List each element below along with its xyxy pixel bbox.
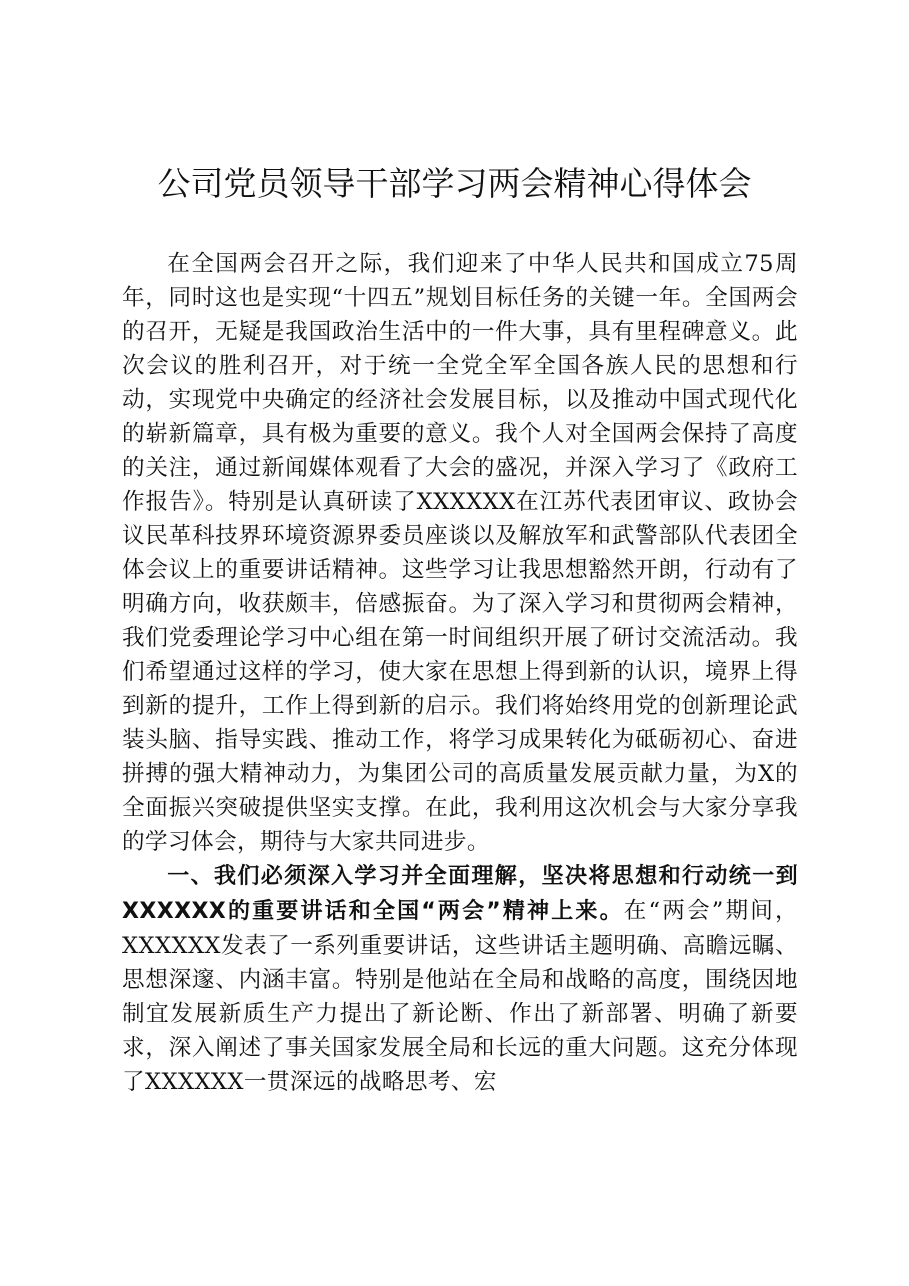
section-1-heading: 一、我们必须深入学习并全面理解，坚决将思想和行动统一到XXXXXX的重要讲话和全国“两会”精神上来。: [122, 864, 798, 924]
section-1-paragraph: [122, 859, 798, 1099]
document-body: [122, 247, 798, 1099]
document-title: 公司党员领导干部学习两会精神心得体会: [157, 164, 752, 203]
intro-paragraph: 在全国两会召开之际，我们迎来了中华人民共和国成立75周年，同时这也是实现“十四五”规划目标任务的关键一年。全国两会的召开，无疑是我国政治生活中的一件大事，具有里程碑意义。此次会议的胜利召开，对于统一全党全军全国各族人民的思想和行动，实现党中央确定的经济社会发展目标，以及推动中国式现代化的崭新篇章，具有极为重要的意义。我个人对全国两会保持了高度的关注，通过新闻媒体观看了大会的盛况，并深入学习了《政府工作报告》。特别是认真研读了XXXXXX在江苏代表团审议、政协会议民革科技界环境资源界委员座谈以及解放军和武警部队代表团全体会议上的重要讲话精神。这些学习让我思想豁然开朗，行动有了明确方向，收获颇丰，倍感振奋。为了深入学习和贯彻两会精神，我们党委理论学习中心组在第一时间组织开展了研讨交流活动。我们希望通过这样的学习，使大家在思想上得到新的认识，境界上得到新的提升，工作上得到新的启示。我们将始终用党的创新理论武装头脑、指导实践、推动工作，将学习成果转化为砥砺初心、奋进拼搏的强大精神动力，为集团公司的高质量发展贡献力量，为X的全面振兴突破提供坚实支撑。在此，我利用这次机会与大家分享我的学习体会，期待与大家共同进步。: [122, 251, 798, 855]
section-1-text: 在“两会”期间，XXXXXX发表了一系列重要讲话，这些讲话主题明确、高瞻远瞩、思想深邃、内涵丰富。特别是他站在全局和战略的高度，围绕因地制宜发展新质生产力提出了新论断、作出了新部署、明确了新要求，深入阐述了事关国家发展全局和长远的重大问题。这充分体现了XXXXXX一贯深远的战略思考、宏: [122, 898, 798, 1095]
